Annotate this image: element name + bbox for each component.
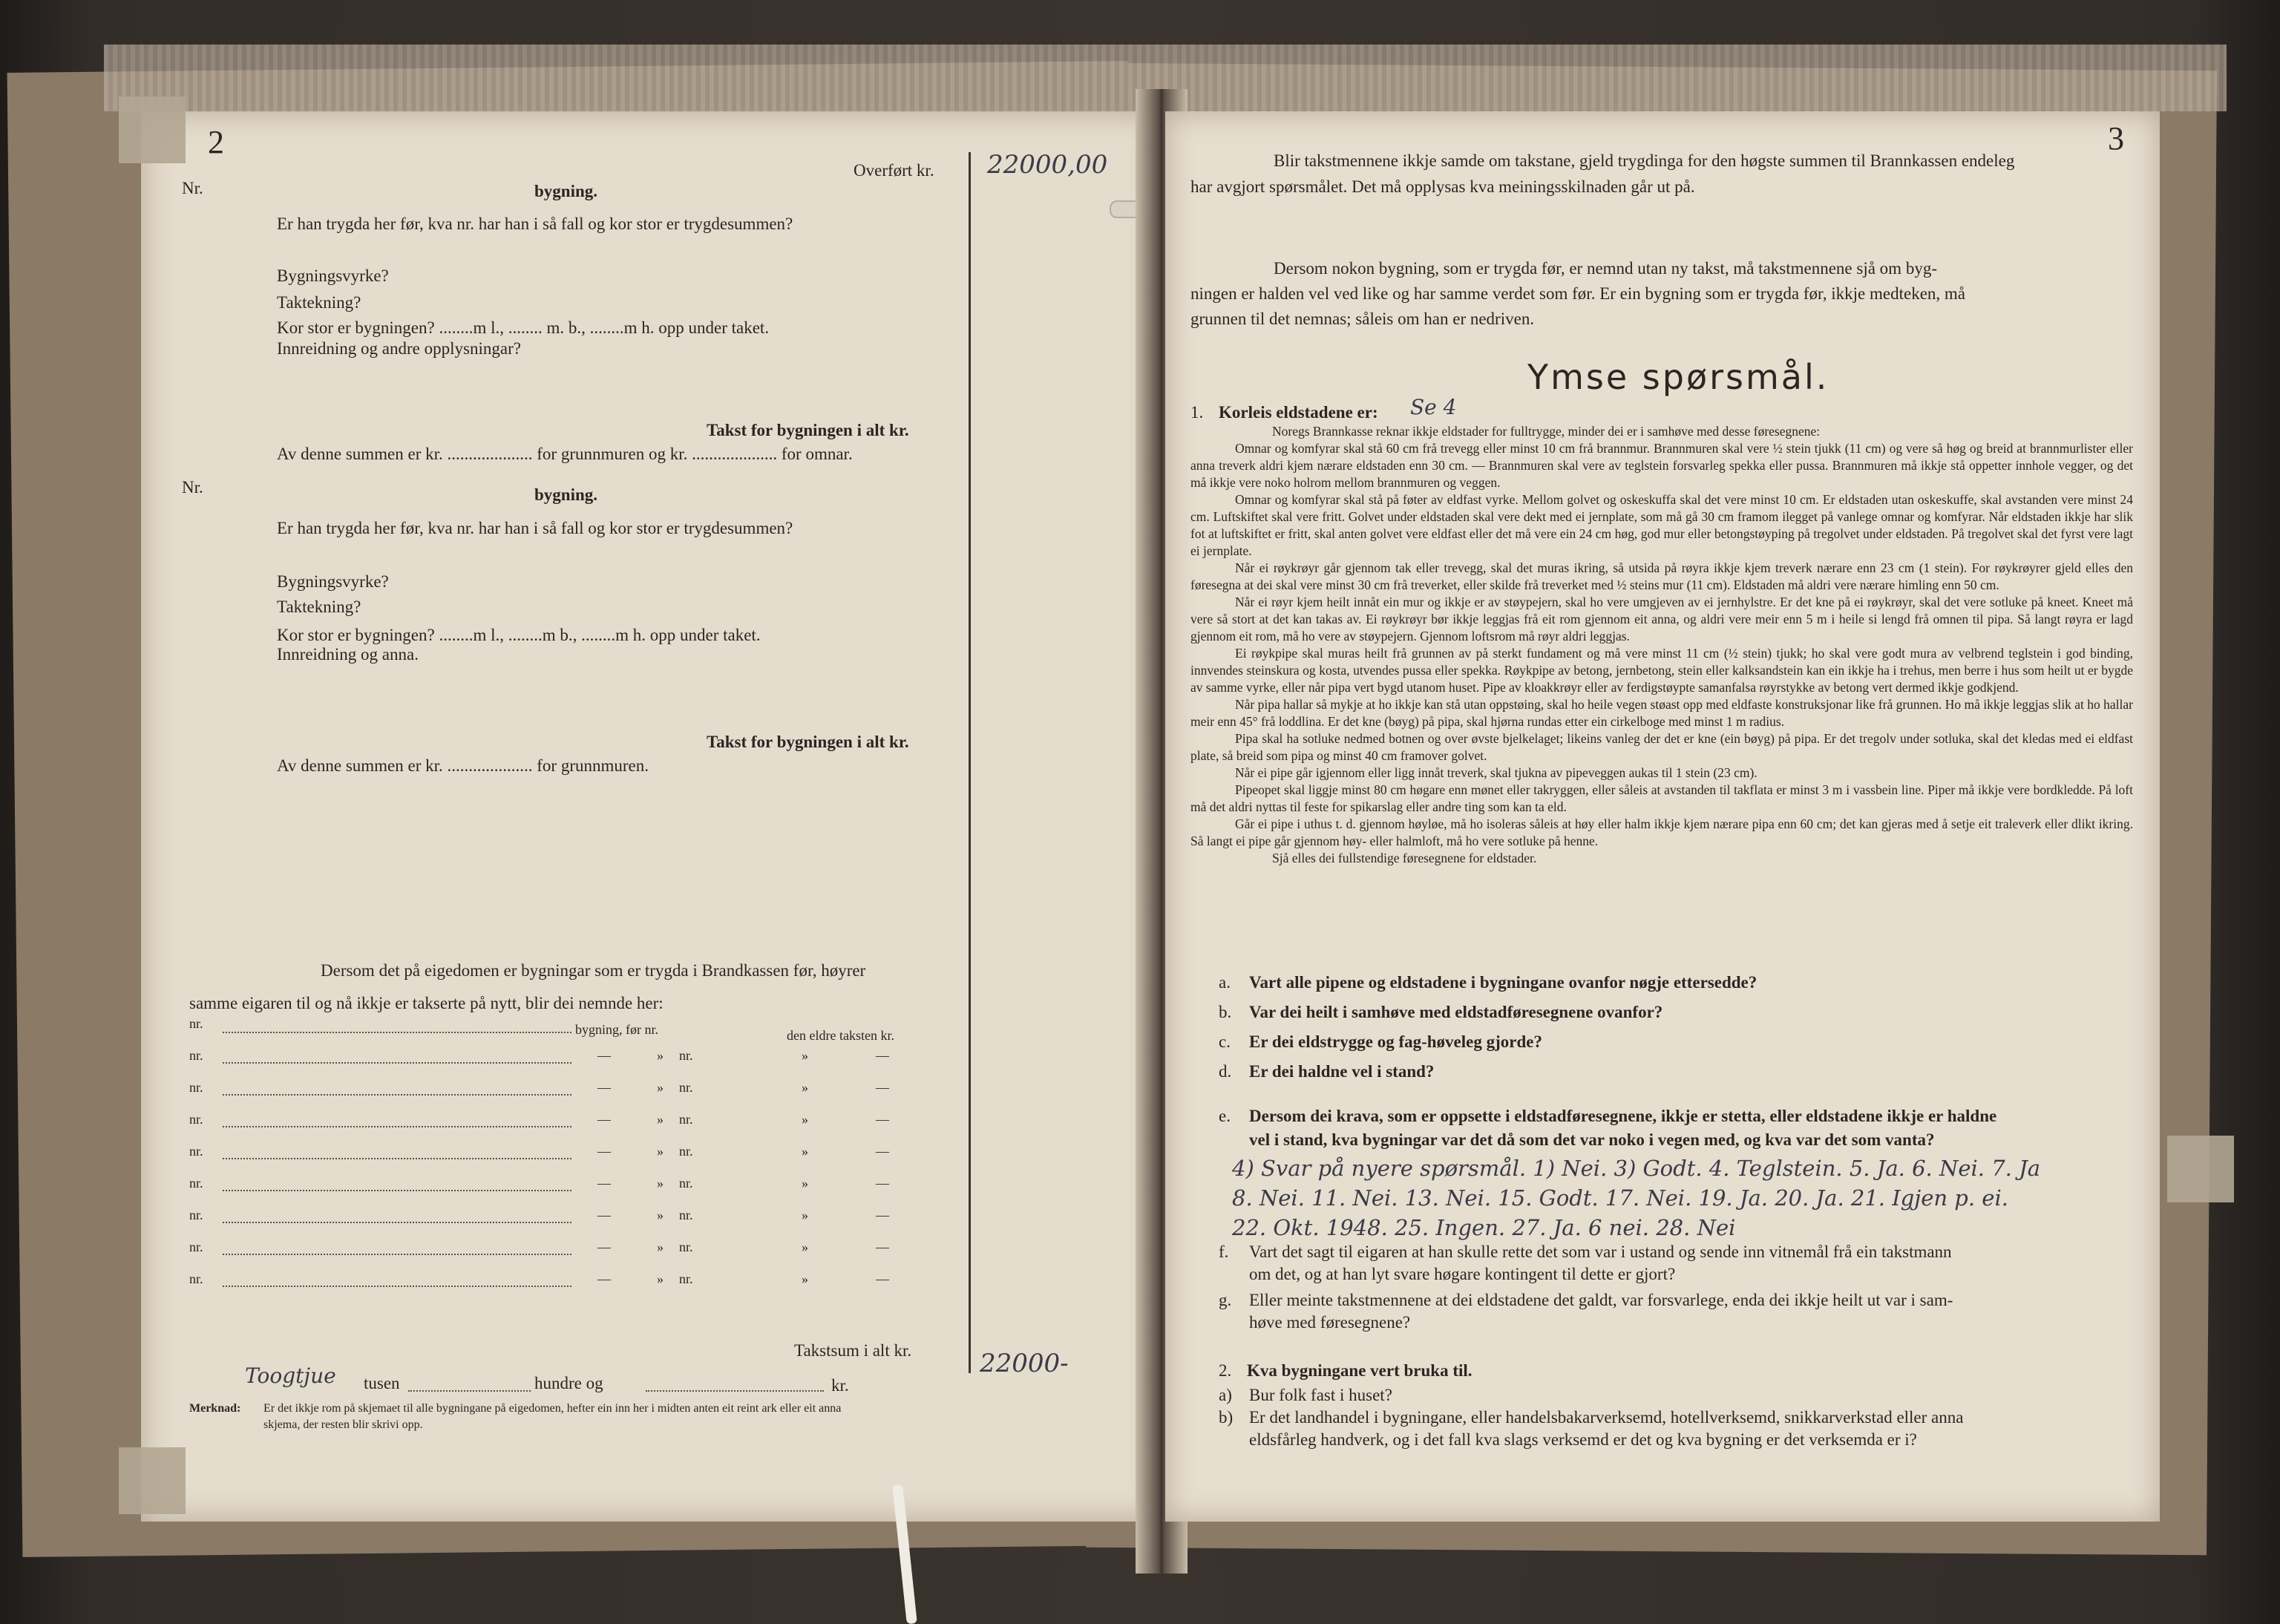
rule-paragraph: Ei røykpipe skal muras heilt frå grunnen av på sterkt fundament og må vere minst 11 cm (½ stein) tjukk; ho skal vere godt mura av velbrend teglstein i god binding, innvendes steinskura og kosta, utvendes pussa eller spekka. Røykpipe av betong, jernbetong, stein eller kalksandstein kan ein ikkje ha i trehus, men berre i hus som heilt ut er bygde av samme vyrke, eller når pipa vert bygd utanom huset. Pipe av kloakkrøyr eller av ferdigstøypte samanfalsa røyrstykke av betong vert dermed ikkje godkjend. xyxy=(1190,646,2133,695)
list-row-dash: — xyxy=(597,1176,611,1191)
kor-stor-label: Kor stor er bygningen? ........m l., ........m b., ........m h. opp under taket. xyxy=(277,626,761,644)
takstsum-label: Takstsum i alt kr. xyxy=(794,1341,912,1360)
rule-paragraph: Når ei røyr kjem heilt innåt ein mur og ikkje er av støypejern, skal ho vere umgjeven av ei jernhylstre. Er det kne på ei røykrøyr, skal det vere sotluke på kneet. Kneet må vere så stort at det kan takas av. Ei røykrøyr bør ikkje leggjas frå eit rom gjennom eit anna, og aldri vere meir enn 5 m i heile si lengd frå omnen til pipa. Så langt røyra er lagd gjennom eit rom, må ho vere av støypejern. Gjennom loftsrom må røyr aldri leggjas. xyxy=(1190,595,2133,644)
question-c: Er dei eldstrygge og fag-høveleg gjorde? xyxy=(1249,1032,1542,1051)
q2-number: 2. xyxy=(1219,1361,1232,1380)
rule-paragraph: Når pipa hallar så mykje at ho ikkje kan stå utan oppstøing, skal ho heile vegen støast opp med eldfaste konstruksjonar like frå grunnen. Ho må ikkje leggjas slik at ho hallar meir enn 45° frå loddlina. Er det kne (bøyg) på pipa, skal hjørna rundas etter ein cirkelboge med minst 1 m radius. xyxy=(1190,697,2133,729)
corner-protector xyxy=(2167,1136,2234,1202)
list-row-dash: — xyxy=(876,1240,889,1254)
handwritten-answer: 22. Okt. 1948. 25. Ingen. 27. Ja. 6 nei. 28. Nei xyxy=(1232,1215,1736,1240)
intro-text: Blir takstmennene ikkje samde om takstane, gjeld trygdinga for den høgste summen til Brannkassen endeleg xyxy=(1274,151,2015,170)
dotted-line xyxy=(223,1062,571,1064)
tusen-hand: Toogtjue xyxy=(245,1363,336,1388)
dotted-line xyxy=(223,1158,571,1159)
takstsum-value: 22000- xyxy=(980,1349,1069,1378)
list-bygning-label: bygning, før nr. xyxy=(575,1022,658,1037)
bygning-label: bygning. xyxy=(534,485,598,504)
question-2a: Bur folk fast i huset? xyxy=(1249,1386,1392,1404)
list-row-nr2: nr. xyxy=(679,1176,693,1191)
dotted-line xyxy=(223,1032,571,1033)
list-row-dash: — xyxy=(876,1112,889,1127)
list-row-quote: » xyxy=(657,1080,664,1095)
innreidning-label: Innreidning og andre opplysningar? xyxy=(277,339,521,358)
list-row-quote: » xyxy=(802,1048,808,1063)
list-row-quote: » xyxy=(802,1240,808,1254)
kor-stor-label: Kor stor er bygningen? ........m l., ........ m. b., ........m h. opp under taket. xyxy=(277,318,770,337)
q2-label: Kva bygningane vert bruka til. xyxy=(1247,1361,1472,1380)
dotted-line xyxy=(408,1390,531,1392)
list-row-quote: » xyxy=(657,1176,664,1191)
list-row-nr2: nr. xyxy=(679,1271,693,1286)
rule-paragraph: Sjå elles dei fullstendige føresegnene for eldstader. xyxy=(1272,851,1537,865)
rule-paragraph: Når ei røykrøyr går gjennom tak eller trevegg, skal det muras ikring, så utsida på røyra ikkje kjem treverk nærare enn 23 cm (1 stein). For røykrøyrer gjeld elles den føresegna at dei skal vere minst 30 cm frå treverket, eller skilde frå treverket med ½ steins mur (11 cm). Eldstaden må aldri vere nærare himling enn 50 cm. xyxy=(1190,560,2133,592)
list-row-dash: — xyxy=(876,1271,889,1286)
nokon-text: ningen er halden vel ved like og har samme verdet som før. Er ein bygning som er trygda før, ikkje medteken, må xyxy=(1190,284,1965,303)
question-g: høve med føresegnene? xyxy=(1249,1313,1411,1332)
merknad-text: skjema, der resten blir skrivi opp. xyxy=(263,1418,423,1431)
question-letter: b) xyxy=(1219,1408,1234,1427)
list-row-nr: nr. xyxy=(189,1144,203,1159)
innreidning-label: Innreidning og anna. xyxy=(277,645,419,664)
hundre-label: hundre og xyxy=(534,1374,603,1392)
list-row-dash: — xyxy=(876,1048,889,1063)
list-row-nr: nr. xyxy=(189,1208,203,1222)
bygning-label: bygning. xyxy=(534,182,598,200)
list-row-dash: — xyxy=(597,1048,611,1063)
kr-label: kr. xyxy=(831,1376,849,1395)
rule-paragraph: Pipeopet skal liggje minst 80 cm høgare enn mønet eller takryggen, eller såleis at avstanden til takflata er minst 3 m i vassbein line. Piper må ikkje vere bordkledde. På loft må det aldri nyttas til feste for spikarslag eller andre ting som kan ta eld. xyxy=(1190,782,2133,814)
list-row-dash: — xyxy=(876,1208,889,1222)
list-row-dash: — xyxy=(597,1208,611,1222)
dotted-line xyxy=(223,1286,571,1287)
question-trygda: Er han trygda her før, kva nr. har han i så fall og kor stor er trygdesummen? xyxy=(277,519,793,537)
rule-paragraph: Omnar og komfyrar skal stå på føter av eldfast vyrke. Mellom golvet og oskeskuffa skal det vere minst 10 cm. Er eldstaden utan oskeskuffe, skal avstanden vere minst 24 cm. Luftskiftet skal vere fritt. Golvet under eldstaden skal vere dekt med ei jernplate, som må gå 30 cm framom ilegget på vanlege omnar og komfyrar. Når eldstaden ikkje har slik fot at luftskiftet er fritt, skal anten golvet vere eldfast eller det må vere ein 24 cm høg, god mur eller betongstøyping på tregolvet under eldstaden. På tregolvet skal det fyrst vere lagt ei jernplate. xyxy=(1190,492,2133,558)
tusen-label: tusen xyxy=(364,1374,400,1392)
question-d: Er dei haldne vel i stand? xyxy=(1249,1062,1435,1081)
dotted-line xyxy=(646,1390,824,1392)
list-row-nr2: nr. xyxy=(679,1144,693,1159)
list-row-nr2: nr. xyxy=(679,1048,693,1063)
list-row-quote: » xyxy=(657,1048,664,1063)
rule-paragraph: Går ei pipe i uthus t. d. gjennom høyløe, må ho isoleras såleis at høy eller halm ikkje kjem nærare pipa enn 60 cm; det kan gjeras med å setje eit traleverk eller dlikt ikring. Så langt ei pipe går gjennom høy- eller halmloft, må ho vere sotluke på henne. xyxy=(1190,816,2133,848)
list-row-nr: nr. xyxy=(189,1080,203,1095)
dotted-line xyxy=(223,1190,571,1191)
page-number: 3 xyxy=(2108,120,2124,157)
question-letter: d. xyxy=(1219,1062,1232,1081)
bygningsvyrke-label: Bygningsvyrke? xyxy=(277,266,389,285)
list-row-quote: » xyxy=(657,1144,664,1159)
nokon-text: Dersom nokon bygning, som er trygda før, er nemnd utan ny takst, må takstmennene sjå om byg- xyxy=(1274,259,1937,278)
list-row-dash: — xyxy=(597,1080,611,1095)
section-title: Ymse spørsmål. xyxy=(1527,357,1829,397)
takst-alt-label: Takst for bygningen i alt kr. xyxy=(707,733,909,751)
question-letter: a. xyxy=(1219,973,1231,992)
column-divider xyxy=(969,152,971,1373)
list-row-nr2: nr. xyxy=(679,1112,693,1127)
taktekning-label: Taktekning? xyxy=(277,293,361,312)
overfort-label: Overført kr. xyxy=(854,161,934,180)
overfort-value: 22000,00 xyxy=(987,150,1108,180)
list-row-dash: — xyxy=(876,1176,889,1191)
question-f: Vart det sagt til eigaren at han skulle rette det som var i ustand og sende inn vitnemål frå ein takstmann xyxy=(1249,1242,1952,1261)
list-row-nr2: nr. xyxy=(679,1208,693,1222)
nokon-text: grunnen til det nemnas; såleis om han er nedriven. xyxy=(1190,310,1535,328)
question-e: Dersom dei krava, som er oppsette i eldstadføresegnene, ikkje er stetta, eller eldstadene ikkje er haldne xyxy=(1249,1107,1997,1125)
list-row-nr: nr. xyxy=(189,1240,203,1254)
rule-paragraph: Når ei pipe går igjennom eller ligg innåt treverk, skal tjukna av pipeveggen aukas til 1 stein (23 cm). xyxy=(1235,765,1758,780)
question-f: om det, og at han lyt svare høgare kontingent til dette er gjort? xyxy=(1249,1265,1676,1283)
dersom-text: Dersom det på eigedomen er bygningar som er trygda i Brandkassen før, høyrer xyxy=(321,961,866,980)
list-row-nr2: nr. xyxy=(679,1240,693,1254)
question-2b: Er det landhandel i bygningane, eller handelsbakarverksemd, hotellverksemd, snikkarverkstad eller anna xyxy=(1249,1408,1964,1427)
list-row-quote: » xyxy=(657,1112,664,1127)
question-letter: b. xyxy=(1219,1003,1232,1021)
dersom-text: samme eigaren til og nå ikkje er takserte på nytt, blir dei nemnde her: xyxy=(189,994,664,1012)
question-letter: e. xyxy=(1219,1107,1231,1125)
takst-alt-label: Takst for bygningen i alt kr. xyxy=(707,421,909,439)
list-row-dash: — xyxy=(876,1144,889,1159)
question-b: Var dei heilt i samhøve med eldstadføresegnene ovanfor? xyxy=(1249,1003,1663,1021)
dotted-line xyxy=(223,1222,571,1223)
merknad-text: Er det ikkje rom på skjemaet til alle bygningane på eigedomen, hefter ein inn her i midten anten eit reint ark eller eit anna xyxy=(263,1402,842,1415)
list-row-quote: » xyxy=(802,1144,808,1159)
nr-label: Nr. xyxy=(182,179,203,197)
question-a: Vart alle pipene og eldstadene i bygningane ovanfor nøgje ettersedde? xyxy=(1249,973,1758,992)
question-g: Eller meinte takstmennene at dei eldstadene det galdt, var forsvarlege, enda dei ikkje heilt ut var i sam- xyxy=(1249,1291,1953,1309)
list-row-quote: » xyxy=(802,1112,808,1127)
dotted-line xyxy=(223,1126,571,1127)
list-row-dash: — xyxy=(876,1080,889,1095)
rule-paragraph: Omnar og komfyrar skal stå 60 cm frå trevegg eller minst 10 cm frå brannmur. Brannmuren skal vere ½ stein tjukk (11 cm) og vere så høg og breid at brannmurlister eller anna treverk aldri kjem nærare eldstaden enn 30 cm. — Brannmuren skal vere av teglstein forsvarleg spekka eller pussa. Brannmuren må ikkje stå oppetter innhole vegger, og det må ikkje vere noko holrom mellom brannmuren og veggen. xyxy=(1190,441,2133,490)
list-row-nr: nr. xyxy=(189,1048,203,1063)
list-row-quote: » xyxy=(802,1271,808,1286)
bygningsvyrke-label: Bygningsvyrke? xyxy=(277,572,389,591)
av-denne-summen: Av denne summen er kr. .................... for grunnmuren og kr. .................... for omnar. xyxy=(277,445,853,463)
question-trygda: Er han trygda her før, kva nr. har han i så fall og kor stor er trygdesummen? xyxy=(277,215,793,233)
list-row-nr2: nr. xyxy=(679,1080,693,1095)
list-row-quote: » xyxy=(802,1080,808,1095)
q1-number: 1. xyxy=(1190,403,1204,422)
list-row-dash: — xyxy=(597,1112,611,1127)
corner-protector xyxy=(119,1447,186,1514)
question-letter: c. xyxy=(1219,1032,1231,1051)
intro-text: har avgjort spørsmålet. Det må opplysas kva meiningsskilnaden går ut på. xyxy=(1190,177,1695,196)
q1-handwritten-answer: Se 4 xyxy=(1410,395,1457,419)
dotted-line xyxy=(223,1254,571,1255)
list-row-nr: nr. xyxy=(189,1176,203,1191)
list-nr: nr. xyxy=(189,1016,203,1031)
fire-safety-rules xyxy=(1190,423,2133,867)
av-denne-summen: Av denne summen er kr. .................... for grunnmuren. xyxy=(277,756,649,775)
question-letter: a) xyxy=(1219,1386,1232,1404)
list-row-quote: » xyxy=(657,1271,664,1286)
handwritten-answer: 8. Nei. 11. Nei. 13. Nei. 15. Godt. 17. Nei. 19. Ja. 20. Ja. 21. Igjen p. ei. xyxy=(1232,1185,2008,1211)
taktekning-label: Taktekning? xyxy=(277,597,361,616)
list-row-dash: — xyxy=(597,1144,611,1159)
rule-paragraph: Pipa skal ha sotluke nedmed botnen og over øvste bjelkelaget; likeins vanleg der det er kne (ein bøyg) på pipa. Er det tregolv under sotluka, skal det kledas med ei eldfast plate, så breid som pipa og minst 40 cm framover golvet. xyxy=(1190,731,2133,763)
list-row-nr: nr. xyxy=(189,1271,203,1286)
nr-label: Nr. xyxy=(182,478,203,497)
list-row-quote: » xyxy=(657,1240,664,1254)
q1-label: Korleis eldstadene er: xyxy=(1219,403,1378,422)
page-number: 2 xyxy=(208,124,224,160)
list-row-nr: nr. xyxy=(189,1112,203,1127)
question-letter: f. xyxy=(1219,1242,1229,1261)
handwritten-answer: 4) Svar på nyere spørsmål. 1) Nei. 3) Godt. 4. Teglstein. 5. Ja. 6. Nei. 7. Ja xyxy=(1232,1156,2041,1181)
question-e: vel i stand, kva bygningar var det då som det var noko i vegen med, og kva var det som vanta? xyxy=(1249,1130,1935,1149)
list-row-quote: » xyxy=(657,1208,664,1222)
question-letter: g. xyxy=(1219,1291,1232,1309)
list-row-quote: » xyxy=(802,1176,808,1191)
list-row-dash: — xyxy=(597,1240,611,1254)
merknad-label: Merknad: xyxy=(189,1402,241,1415)
list-row-dash: — xyxy=(597,1271,611,1286)
corner-protector xyxy=(119,96,186,163)
dotted-line xyxy=(223,1094,571,1096)
list-eldre-label: den eldre taksten kr. xyxy=(787,1028,894,1043)
list-row-quote: » xyxy=(802,1208,808,1222)
rule-paragraph: Noregs Brannkasse reknar ikkje eldstader for fulltrygge, minder dei er i samhøve med desse føresegnene: xyxy=(1272,424,1821,439)
question-2b: eldsfårleg handverk, og i det fall kva slags verksemd er det og kva bygning er det verksemda er i? xyxy=(1249,1430,1917,1449)
